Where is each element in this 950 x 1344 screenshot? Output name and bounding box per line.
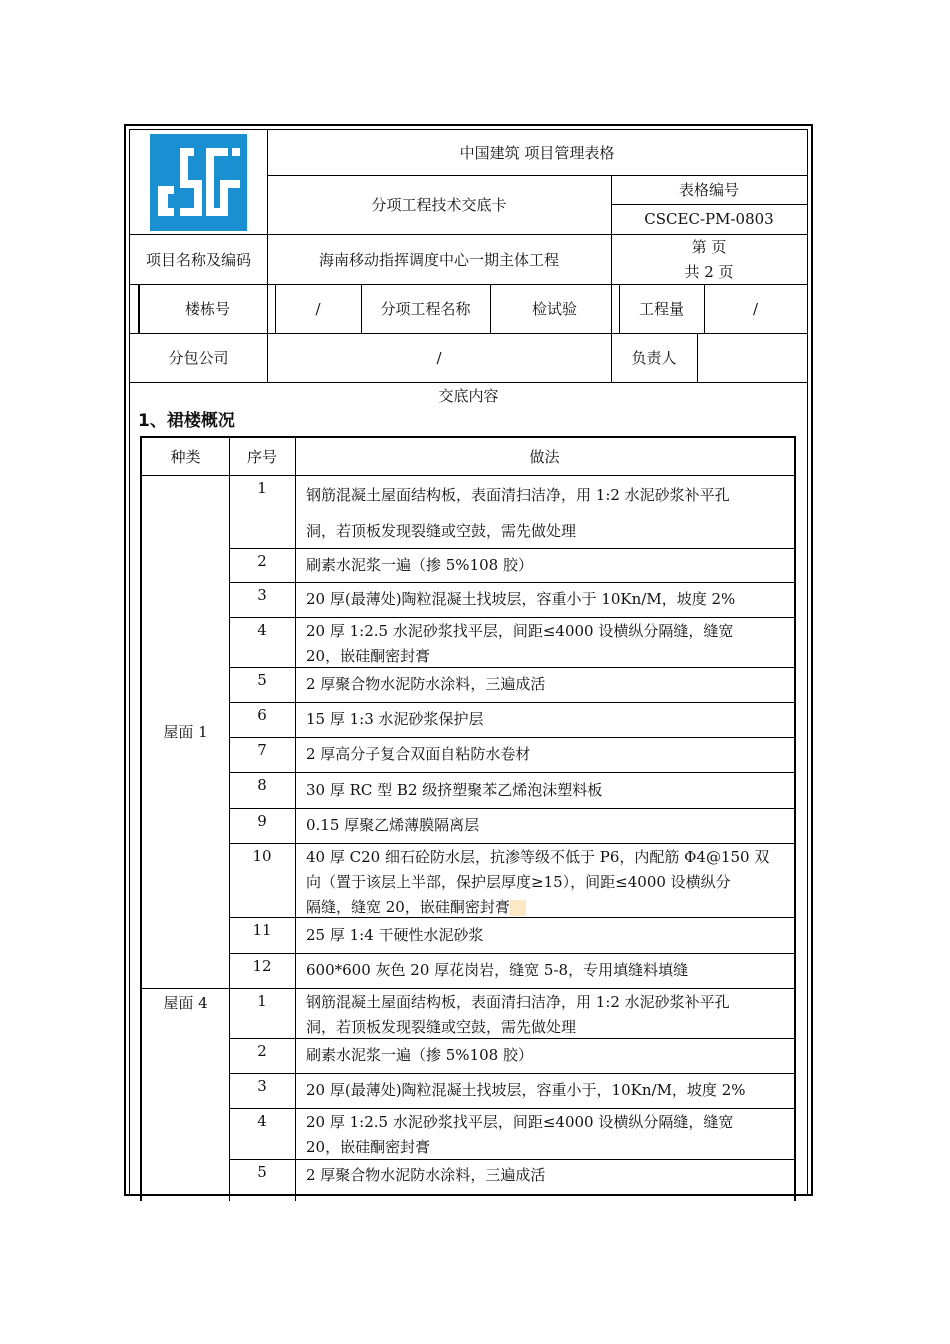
subitem-label: 分项工程名称	[380, 300, 471, 318]
method-text	[306, 1163, 788, 1188]
form-no-label: 表格编号	[678, 181, 739, 199]
row-number: 2	[257, 552, 267, 570]
form-inner	[129, 129, 808, 1194]
quantity-value: /	[752, 299, 759, 318]
method-line: 25 厚 1:4 干硬性水泥砂浆	[306, 925, 484, 944]
row-number: 10	[252, 847, 272, 865]
method-line: 刷素水泥浆一遍（掺 5%108 胶）	[306, 555, 533, 574]
row-divider	[229, 1073, 794, 1074]
row-number: 3	[257, 586, 267, 604]
method-line: 向（置于该层上半部，保护层厚度≥15），间距≤4000 设横纵分	[306, 873, 731, 891]
cscec-logo	[150, 134, 247, 231]
row-number: 1	[257, 992, 267, 1010]
header-category: 种类	[170, 448, 201, 466]
row-number: 8	[257, 776, 267, 794]
method-text	[306, 477, 788, 549]
form-no: CSCEC-PM-0803	[644, 210, 774, 228]
method-line: 隔缝，缝宽 20，嵌硅酮密封膏	[306, 895, 788, 920]
row-divider	[229, 582, 794, 583]
row-divider	[229, 617, 794, 618]
method-line: 20 厚(最薄处)陶粒混凝土找坡层，容重小于 10Kn/M，坡度 2%	[306, 590, 736, 608]
category-name: 屋面 1	[163, 723, 208, 741]
person-label: 负责人	[631, 349, 677, 367]
category-name: 屋面 4	[163, 993, 208, 1012]
row-divider	[229, 548, 794, 549]
row-divider	[229, 702, 794, 703]
method-line: 20，嵌硅酮密封膏	[306, 1138, 431, 1156]
project-label: 项目名称及编码	[145, 250, 251, 269]
method-text	[306, 958, 788, 983]
quantity-label: 工程量	[638, 300, 684, 318]
practice-table	[140, 436, 796, 1201]
row-divider	[229, 1108, 794, 1109]
method-line: 0.15 厚聚乙烯薄膜隔离层	[306, 816, 480, 834]
subitem-value: 检试验	[531, 300, 577, 318]
row-number: 6	[257, 706, 267, 724]
row-number: 2	[257, 1042, 267, 1060]
row-divider	[229, 1159, 794, 1160]
method-text	[306, 990, 788, 1040]
method-text	[306, 742, 788, 767]
row-divider	[229, 917, 794, 918]
row-divider	[229, 843, 794, 844]
person-value	[697, 333, 807, 382]
header-method: 做法	[529, 448, 560, 466]
row-number: 5	[257, 671, 267, 689]
method-line: 刷素水泥浆一遍（掺 5%108 胶）	[306, 1046, 533, 1064]
method-line: 30 厚 RC 型 B2 级挤塑聚苯乙烯泡沫塑料板	[306, 780, 603, 799]
row-number: 7	[257, 741, 267, 759]
building-value: /	[315, 299, 321, 318]
row-divider	[229, 667, 794, 668]
divider	[142, 475, 794, 476]
method-line: 2 厚聚合物水泥防水涂料，三遍成活	[306, 675, 546, 693]
row-number: 4	[257, 621, 267, 639]
method-text	[306, 1078, 788, 1103]
method-line: 洞，若顶板发现裂缝或空鼓，需先做处理	[306, 1018, 577, 1036]
method-line: 2 厚聚合物水泥防水涂料，三遍成活	[306, 1166, 546, 1184]
method-line: 20，嵌硅酮密封膏	[306, 647, 431, 665]
method-line: 40 厚 C20 细石砼防水层，抗渗等级不低于 P6，内配筋 Φ4@150 双	[306, 848, 770, 866]
method-text	[306, 813, 788, 838]
method-text	[306, 845, 788, 920]
page-total: 共 2 页	[684, 263, 734, 281]
form-name: 分项工程技术交底卡	[371, 196, 507, 214]
method-text	[306, 553, 788, 578]
method-line: 600*600 灰色 20 厚花岗岩，缝宽 5-8，专用填缝料填缝	[306, 961, 689, 979]
method-text	[306, 923, 788, 948]
row-divider	[229, 772, 794, 773]
row-number: 3	[257, 1077, 267, 1095]
method-line: 2 厚高分子复合双面自粘防水卷材	[306, 745, 531, 763]
building-label: 楼栋号	[184, 300, 230, 318]
method-line: 钢筋混凝土屋面结构板，表面清扫洁净，用 1:2 水泥砂浆补平孔	[306, 486, 730, 504]
method-line: 20 厚(最薄处)陶粒混凝土找坡层，容重小于，10Kn/M，坡度 2%	[306, 1081, 746, 1099]
row-divider	[229, 953, 794, 954]
method-text	[306, 1043, 788, 1068]
method-text	[306, 587, 788, 612]
sub-company-value: /	[436, 348, 442, 367]
row-number: 12	[252, 957, 272, 975]
form-page	[124, 124, 813, 1196]
row-divider	[229, 808, 794, 809]
row-divider	[142, 988, 794, 989]
project-name: 海南移动指挥调度中心一期主体工程	[318, 250, 559, 269]
row-number: 9	[257, 812, 267, 830]
method-line: 钢筋混凝土屋面结构板，表面清扫洁净，用 1:2 水泥砂浆补平孔	[306, 993, 730, 1011]
row-number: 5	[257, 1163, 267, 1181]
method-line: 15 厚 1:3 水泥砂浆保护层	[306, 710, 484, 728]
method-text	[306, 1110, 788, 1160]
method-text	[306, 707, 788, 732]
content-label: 交底内容	[438, 387, 499, 405]
divider	[130, 382, 807, 383]
row-number: 4	[257, 1112, 267, 1130]
method-line: 20 厚 1:2.5 水泥砂浆找平层，间距≤4000 设横纵分隔缝，缝宽	[306, 1113, 734, 1131]
sub-company-label: 分包公司	[168, 349, 229, 367]
section-title: 1、裙楼概况	[138, 411, 235, 431]
method-text	[306, 778, 788, 803]
header-number: 序号	[246, 448, 277, 466]
page-number: 第 页	[691, 238, 727, 256]
method-text	[306, 619, 788, 669]
row-number: 1	[257, 479, 267, 497]
highlight-mark	[510, 900, 526, 916]
method-line: 20 厚 1:2.5 水泥砂浆找平层，间距≤4000 设横纵分隔缝，缝宽	[306, 622, 734, 640]
row-divider	[229, 1038, 794, 1039]
row-number: 11	[252, 921, 272, 939]
method-text	[306, 672, 788, 697]
divider	[295, 438, 296, 1201]
method-line: 洞，若顶板发现裂缝或空鼓，需先做处理	[306, 522, 577, 540]
form-title: 中国建筑 项目管理表格	[459, 144, 615, 162]
row-divider	[229, 737, 794, 738]
